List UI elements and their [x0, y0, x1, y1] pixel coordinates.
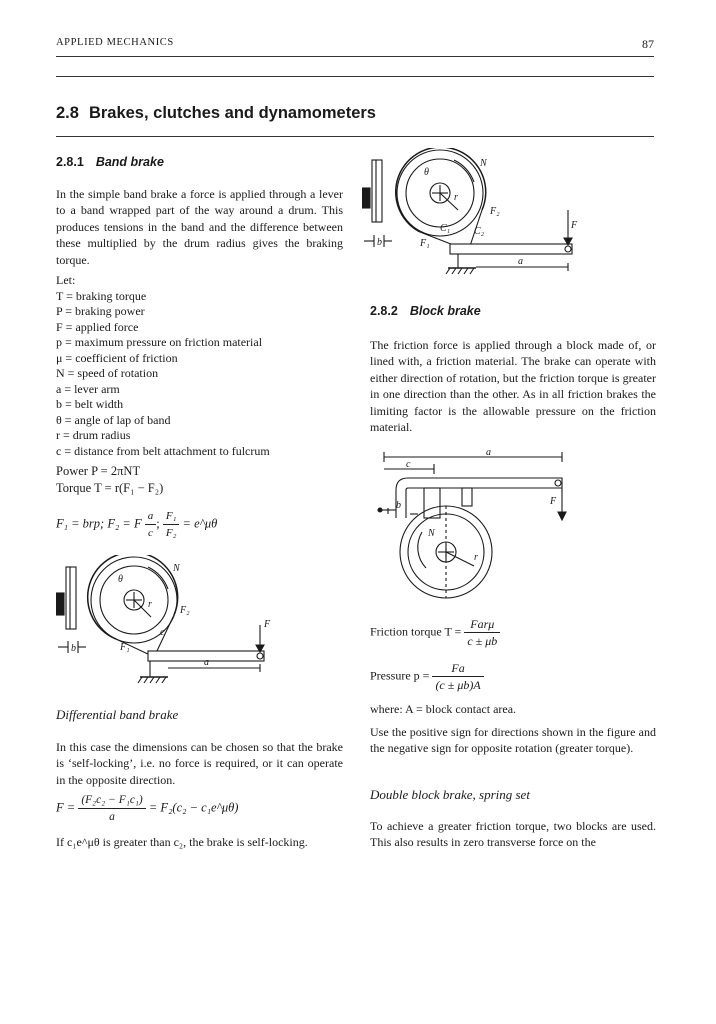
list-item: r = drum radius	[56, 428, 131, 442]
label-b: b	[396, 500, 401, 511]
list-item: F = applied force	[56, 319, 139, 334]
list-item: b = belt width	[56, 397, 124, 411]
differential-formula: F = $\frac{\text{(F₂c₂ − F₁c₁)}}{a}$ = F₂(c₂ − c₁e^μθ)	[56, 794, 239, 823]
tension-formula: F₁ = brp; F₂ = F $\frac{a}{c}$ ; $\frac{\text{F₁}}{\text{F₂}}$ = e^μθ	[56, 510, 218, 539]
label-r: r	[148, 599, 152, 610]
power-formula: Power P = 2πNT	[56, 464, 141, 478]
label-theta: θ	[424, 167, 429, 178]
label-N: N	[428, 528, 435, 539]
label-F2: F₂	[490, 206, 500, 217]
band-brake-figure	[56, 555, 296, 690]
label-C2: C₂	[474, 226, 485, 237]
label-F: F	[571, 220, 578, 231]
label-F2: F₂	[180, 605, 190, 616]
label-a: a	[486, 448, 491, 458]
label-c: c	[406, 459, 411, 470]
list-item: a = lever arm	[56, 381, 120, 396]
let-label: Let:	[56, 273, 76, 287]
variable-list	[56, 273, 346, 459]
double-block-text: To achieve a greater friction torque, two blocks are used. This also results in zero transverse force on the	[370, 819, 656, 850]
self-locking-condition: If c₁e^μθ is greater than c₂, the brake is self-locking.	[56, 835, 308, 849]
contact-area-note: where: A = block contact area.	[370, 702, 517, 716]
label-a: a	[518, 256, 523, 267]
label-N: N	[480, 158, 487, 169]
running-head	[56, 37, 656, 51]
label-N: N	[173, 563, 180, 574]
label-F1: F₁	[120, 642, 130, 653]
band-brake-intro: In the simple band brake a force is applied through a lever to a band wrapped part of the way around a drum. This produces tensions in the band and the difference between these multiplied by the drum radius gives the braking torque.	[56, 187, 343, 267]
label-b: b	[71, 643, 76, 654]
block-brake-figure	[366, 448, 586, 610]
label-b: b	[377, 237, 382, 248]
sign-note: Use the positive sign for directions shown in the figure and the negative sign for opposite rotation (greater torque).	[370, 725, 656, 756]
block-brake-text: The friction force is applied through a block made of, or lined with, a friction material. The brake can operate with either direction of rotation, but the friction torque is greater in one direction than the other. As in all friction brakes the limiting factor is the allowable pressure on the friction material.	[370, 338, 656, 435]
list-item: p = maximum pressure on friction material	[56, 335, 263, 349]
section-rule-top	[56, 76, 654, 77]
page-number: 87	[642, 37, 654, 51]
band-brake-heading: 2.8.1 Band brake	[56, 155, 164, 169]
running-title: APPLIED MECHANICS	[56, 37, 174, 48]
label-a: a	[204, 657, 209, 668]
list-item: θ = angle of lap of band	[56, 412, 171, 427]
differential-band-brake-figure	[362, 148, 602, 283]
label-F: F	[264, 619, 271, 630]
pressure-formula: Pressure p = $\frac{Fa}{(c \pm \mu b)A}$	[370, 660, 484, 693]
label-c: c	[160, 627, 165, 638]
label-F: F	[550, 496, 557, 507]
friction-torque-formula: Friction torque T = $\frac{\text{Farμ}}{c \pm \mu b}$	[370, 616, 500, 649]
list-item: P = braking power	[56, 304, 145, 318]
list-item: c = distance from belt attachment to fulcrum	[56, 443, 270, 458]
section-title: 2.8 Brakes, clutches and dynamometers	[56, 104, 376, 122]
list-item: N = speed of rotation	[56, 366, 159, 380]
differential-text: In this case the dimensions can be chosen so that the brake is ‘self-locking’, i.e. no force is required, or it can operate in the opposite direction.	[56, 740, 343, 787]
header-rule	[56, 56, 654, 57]
label-r: r	[454, 192, 458, 203]
list-item: T = braking torque	[56, 288, 147, 303]
label-C1: C₁	[440, 223, 451, 234]
label-F1: F₁	[420, 238, 430, 249]
label-r: r	[474, 552, 478, 563]
torque-formula: Torque T = r(F₁ − F₂)	[56, 481, 164, 495]
differential-heading: Differential band brake	[56, 707, 179, 722]
section-rule-bottom	[56, 136, 654, 137]
list-item: μ = coefficient of friction	[56, 350, 178, 365]
double-block-heading: Double block brake, spring set	[370, 787, 530, 802]
block-brake-heading: 2.8.2 Block brake	[370, 304, 481, 318]
label-theta: θ	[118, 574, 123, 585]
